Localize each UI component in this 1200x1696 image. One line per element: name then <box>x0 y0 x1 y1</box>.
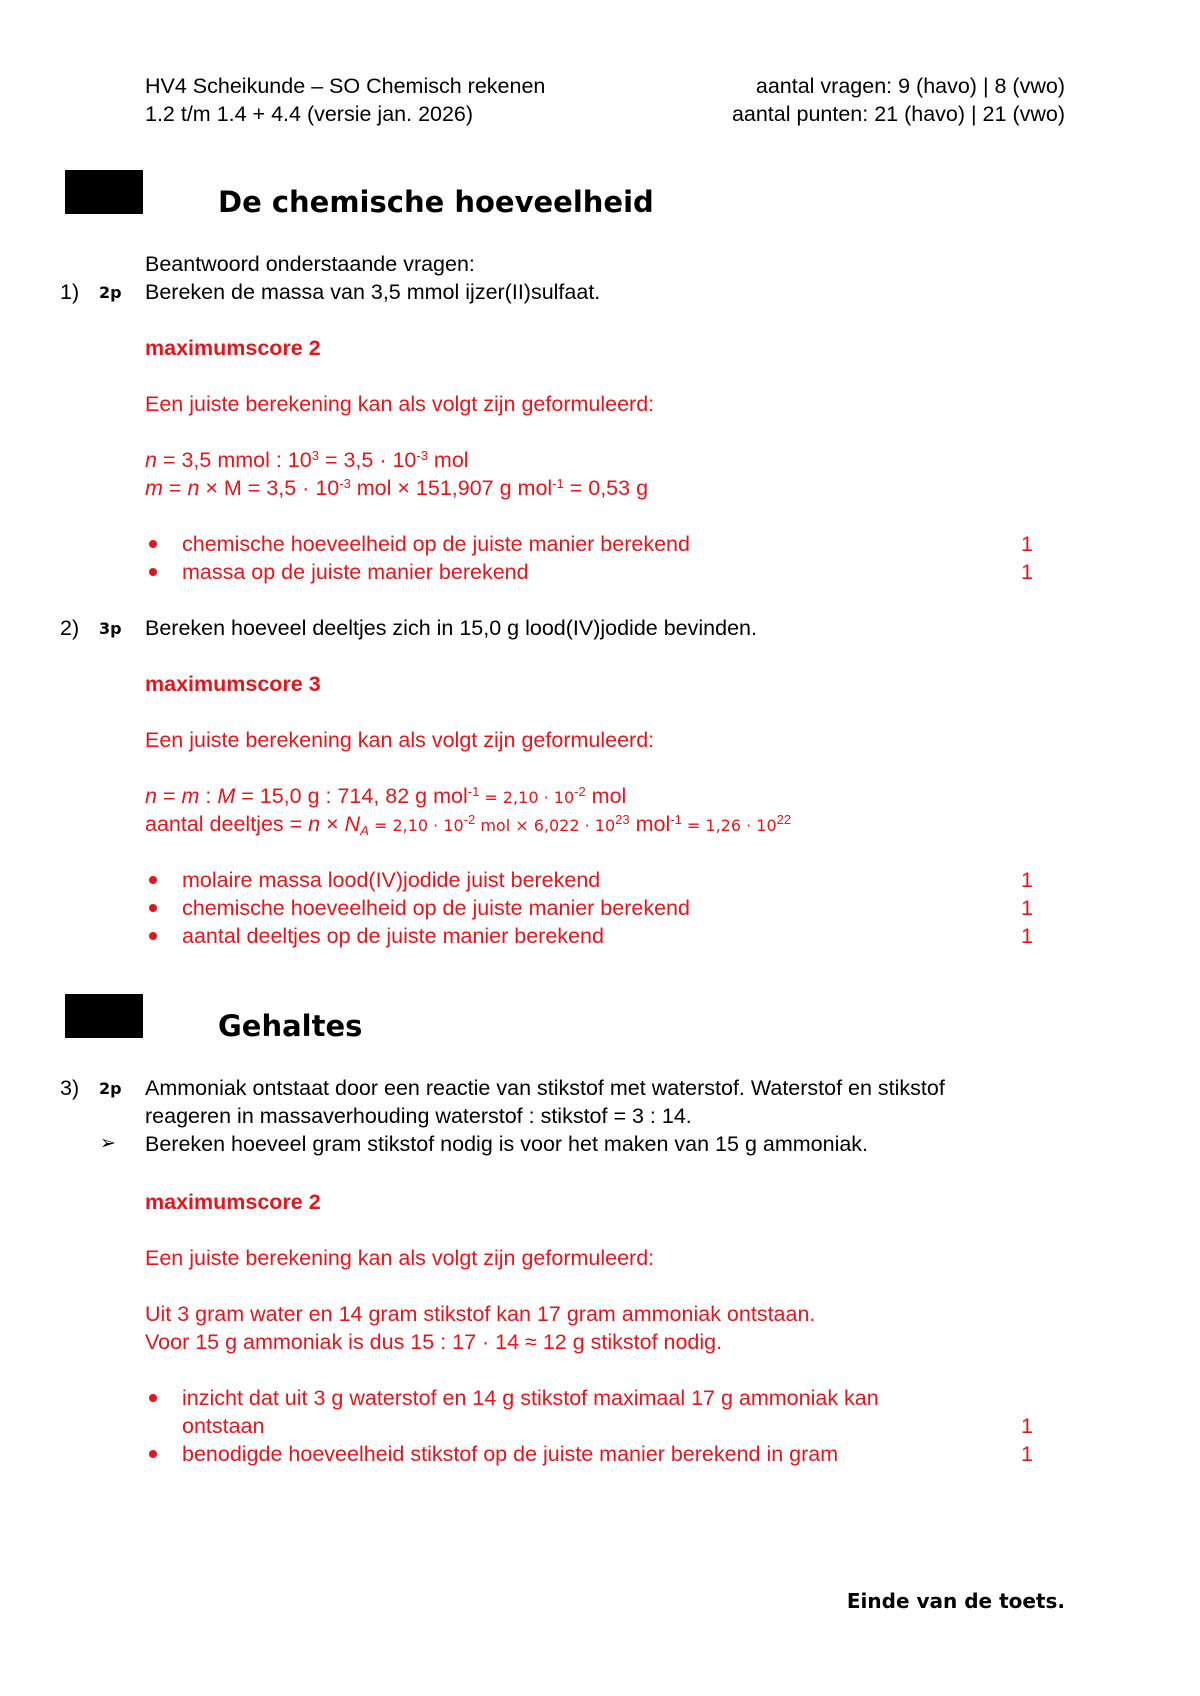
formula-part: = 0,53 g <box>563 476 649 500</box>
question-number: 3) <box>60 1076 80 1100</box>
criterion-text: chemische hoeveelheid op de juiste manier berekend <box>182 532 690 556</box>
criterion-text: inzicht dat uit 3 g waterstof en 14 g stikstof maximaal 17 g ammoniak kan <box>182 1386 879 1410</box>
criterion-score: 1 <box>1021 1442 1033 1466</box>
criterion-score: 1 <box>1021 868 1033 892</box>
answer-line <box>145 782 626 812</box>
bullet-icon <box>149 932 157 940</box>
formula-part: mol <box>585 784 627 808</box>
max-score: maximumscore 3 <box>145 672 321 696</box>
question-number: 1) <box>60 280 80 304</box>
formula-part: = 2,10 · 10 <box>479 788 575 807</box>
formula-part: mol <box>427 448 469 472</box>
arrow-bullet-icon: ➢ <box>100 1133 116 1154</box>
question-task: Bereken hoeveel gram stikstof nodig is voor het maken van 15 g ammoniak. <box>145 1132 869 1156</box>
variable: n <box>308 812 321 836</box>
doc-title: HV4 Scheikunde – SO Chemisch rekenen <box>145 74 546 98</box>
answer-intro: Een juiste berekening kan als volgt zijn geformuleerd: <box>145 392 655 416</box>
variable: n <box>187 476 200 500</box>
max-score: maximumscore 2 <box>145 1190 321 1214</box>
criterion-score: 1 <box>1021 532 1033 556</box>
variable: n <box>145 784 157 808</box>
question-text: reageren in massaverhouding waterstof : stikstof = 3 : 14. <box>145 1104 692 1128</box>
criterion-text: massa op de juiste manier berekend <box>182 560 529 584</box>
exponent: 3 <box>311 448 319 463</box>
criterion-score: 1 <box>1021 896 1033 920</box>
question-text: Bereken hoeveel deeltjes zich in 15,0 g lood(IV)jodide bevinden. <box>145 616 757 640</box>
exponent: -1 <box>467 784 480 799</box>
bullet-icon <box>149 1450 157 1458</box>
question-text: Bereken de massa van 3,5 mmol ijzer(II)sulfaat. <box>145 280 601 304</box>
answer-line <box>145 474 648 502</box>
answer-intro: Een juiste berekening kan als volgt zijn geformuleerd: <box>145 728 655 752</box>
exponent: -2 <box>463 812 476 827</box>
exponent: 23 <box>615 812 630 827</box>
formula-part: = 1,26 · 10 <box>681 816 777 835</box>
section-marker <box>65 170 143 214</box>
formula-part: = 3,5 · 10 <box>318 448 417 472</box>
doc-subtitle: 1.2 t/m 1.4 + 4.4 (versie jan. 2026) <box>145 102 474 126</box>
max-score: maximumscore 2 <box>145 336 321 360</box>
point-count: aantal punten: 21 (havo) | 21 (vwo) <box>731 102 1065 126</box>
section-title: De chemische hoeveelheid <box>218 185 654 219</box>
formula-part: = <box>156 784 182 808</box>
bullet-icon <box>149 568 157 576</box>
formula-part: mol <box>629 812 671 836</box>
criterion-text: chemische hoeveelheid op de juiste manier berekend <box>182 896 690 920</box>
bullet-icon <box>149 540 157 548</box>
bullet-icon <box>149 1394 157 1402</box>
criterion-score: 1 <box>1021 560 1033 584</box>
formula-part: = 15,0 g : 714, 82 g mol <box>235 784 468 808</box>
question-points: 2p <box>99 1079 122 1098</box>
formula-part: mol × 6,022 · 10 <box>475 816 616 835</box>
bullet-icon <box>149 876 157 884</box>
answer-line <box>145 810 791 840</box>
answer-line: Uit 3 gram water en 14 gram stikstof kan 17 gram ammoniak ontstaan. <box>145 1302 816 1326</box>
variable: m <box>145 476 163 500</box>
variable: M <box>217 784 236 808</box>
criterion-score: 1 <box>1021 1414 1033 1438</box>
criterion-text: benodigde hoeveelheid stikstof op de juiste manier berekend in gram <box>182 1442 839 1466</box>
question-text: Ammoniak ontstaat door een reactie van stikstof met waterstof. Waterstof en stikstof <box>145 1076 945 1100</box>
answer-line: Voor 15 g ammoniak is dus 15 : 17 · 14 ≈ 12 g stikstof nodig. <box>145 1330 723 1354</box>
section-title: Gehaltes <box>218 1009 363 1043</box>
variable: n <box>145 448 157 472</box>
exponent: -1 <box>670 812 682 827</box>
formula-part: = 2,10 · 10 <box>368 816 464 835</box>
variable: N <box>344 812 361 836</box>
question-points: 3p <box>99 619 122 638</box>
exponent: -2 <box>574 784 586 799</box>
formula-part: = 3,5 mmol : 10 <box>156 448 312 472</box>
criterion-score: 1 <box>1021 924 1033 948</box>
answer-line <box>145 446 469 474</box>
criterion-text: ontstaan <box>182 1414 265 1438</box>
criterion-text: aantal deeltjes op de juiste manier berekend <box>182 924 604 948</box>
section-marker <box>65 994 143 1038</box>
answer-intro: Een juiste berekening kan als volgt zijn geformuleerd: <box>145 1246 655 1270</box>
exponent: -3 <box>339 476 351 491</box>
variable: m <box>181 784 200 808</box>
section-intro: Beantwoord onderstaande vragen: <box>145 252 475 276</box>
criterion-text: molaire massa lood(IV)jodide juist berekend <box>182 868 601 892</box>
exponent: -1 <box>552 476 564 491</box>
bullet-icon <box>149 904 157 912</box>
question-count: aantal vragen: 9 (havo) | 8 (vwo) <box>755 74 1065 98</box>
end-of-test: Einde van de toets. <box>846 1589 1065 1613</box>
exponent: 22 <box>776 812 792 827</box>
formula-part: = <box>162 476 188 500</box>
subscript: A <box>360 823 369 838</box>
question-number: 2) <box>60 616 80 640</box>
question-points: 2p <box>99 283 122 302</box>
formula-part: × <box>320 812 345 836</box>
formula-part: mol × 151,907 g mol <box>350 476 553 500</box>
formula-part: aantal deeltjes = <box>145 812 309 836</box>
formula-part: × M = 3,5 · 10 <box>199 476 340 500</box>
exponent: -3 <box>416 448 428 463</box>
formula-part: : <box>199 784 218 808</box>
